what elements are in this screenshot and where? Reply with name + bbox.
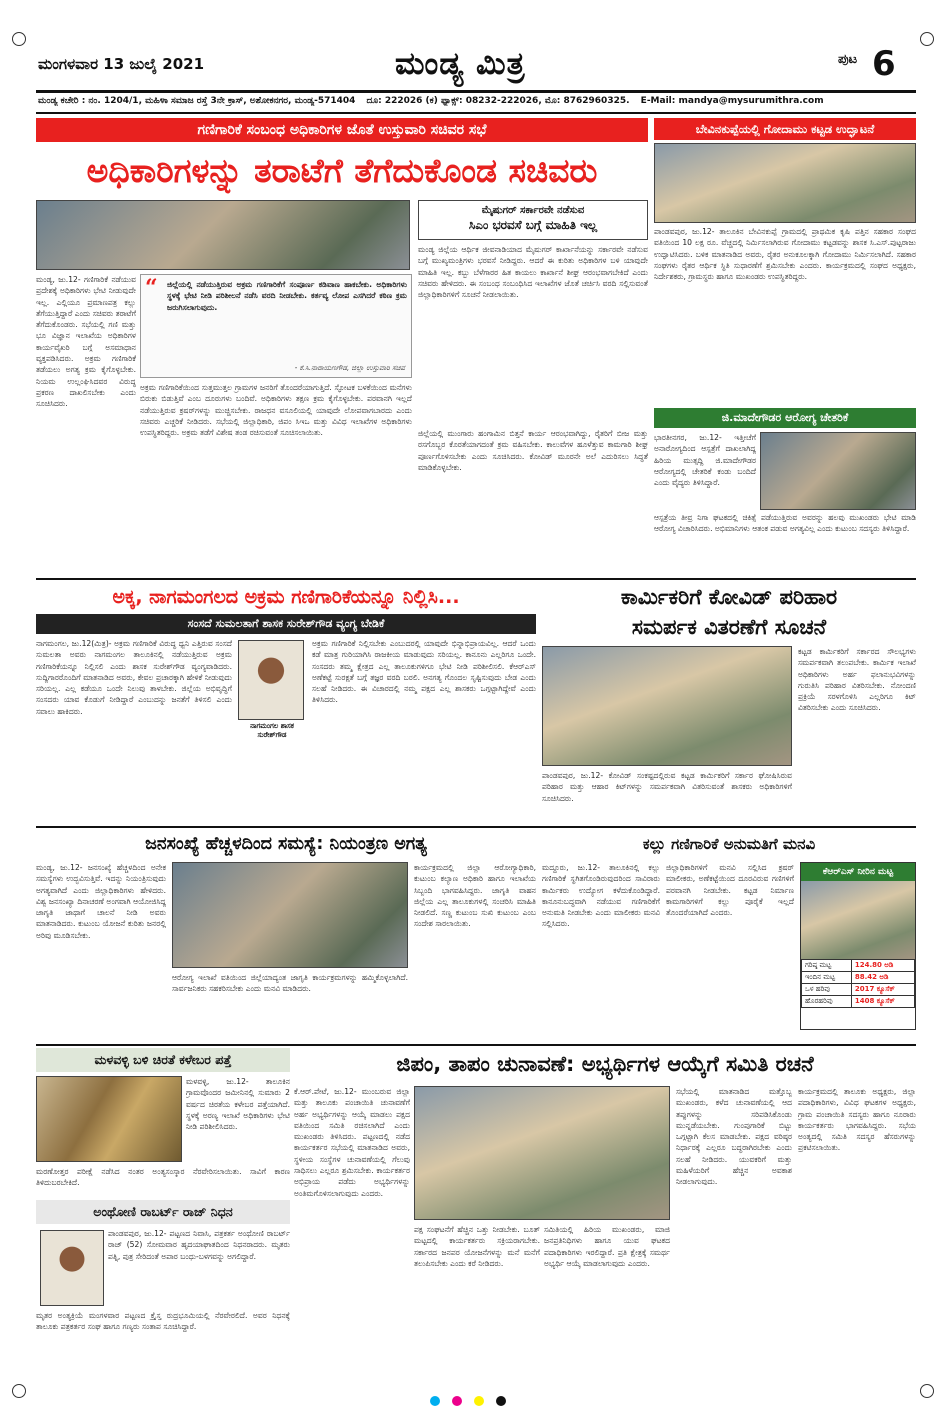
leopard-body-col1: ಮಳವಳ್ಳಿ, ಜು.12- ತಾಲೂಕಿನ ಗ್ರಾಮವೊಂದರ ಜಮೀನಿನಲ್ಲಿ ಸುಮಾರು 2 ವರ್ಷದ ಚಿರತೆಯ ಕಳೇಬರ ಪತ್ತೆಯಾಗಿದೆ. ಸ್ಥಳಕ್ಕೆ ಅರಣ್ಯ ಇಲಾಖೆ ಅಧಿಕಾರಿಗಳು ಭೇಟಿ ನೀಡಿ ಪರಿಶೀಲಿಸಿದರು.	[186, 1077, 290, 1132]
stat-label: ಒಳ ಹರಿವು	[802, 984, 852, 996]
magenta-swatch	[452, 1396, 462, 1406]
awareness-rally-photo	[172, 862, 408, 968]
workers-body-col2: ಕಟ್ಟಡ ಕಾರ್ಮಿಕರಿಗೆ ಸರ್ಕಾರದ ಸೌಲಭ್ಯಗಳು ಸಮರ್ಪಕವಾಗಿ ತಲುಪಬೇಕು. ಕಾರ್ಮಿಕ ಇಲಾಖೆ ಅಧಿಕಾರಿಗಳು ಅರ್ಹ ಫಲಾನುಭವಿಗಳನ್ನು ಗುರುತಿಸಿ ಪರಿಹಾರ ವಿತರಿಸಬೇಕು. ನೋಂದಣಿ ಪ್ರಕ್ರಿಯೆ ಸರಳಗೊಳಿಸಿ ಎಲ್ಲರಿಗೂ ಕಿಟ್ ವಿತರಿಸಬೇಕು ಎಂದು ಸೂಚಿಸಿದರು.	[798, 647, 916, 713]
krs-water-level-box	[800, 862, 916, 1030]
leopard-headline: ಮಳವಳ್ಳಿ ಬಳಿ ಚಿರತೆ ಕಳೇಬರ ಪತ್ತೆ	[36, 1048, 290, 1072]
lead-body-col2: ಅಕ್ರಮ ಗಣಿಗಾರಿಕೆಯಿಂದ ಸುತ್ತಮುತ್ತಲ ಗ್ರಾಮಗಳ ಜನರಿಗೆ ತೊಂದರೆಯಾಗುತ್ತಿದೆ. ಸ್ಫೋಟಕ ಬಳಕೆಯಿಂದ ಮನೆಗಳು ಬಿರುಕು ಬಿಡುತ್ತಿವೆ ಎಂಬ ದೂರುಗಳು ಬಂದಿವೆ. ಅಧಿಕಾರಿಗಳು ತಕ್ಷಣ ಕ್ರಮ ಕೈಗೊಳ್ಳಬೇಕು. ಪರವಾನಗಿ ಇಲ್ಲದೆ ನಡೆಯುತ್ತಿರುವ ಕ್ರಷರ್‌ಗಳನ್ನು ಮುಚ್ಚಿಸಬೇಕು. ರಾಜಧನ ವಸೂಲಿಯಲ್ಲಿ ಯಾವುದೇ ಲೋಪವಾಗಬಾರದು ಎಂದು ಸಚಿವರು ಎಚ್ಚರಿಕೆ ನೀಡಿದರು. ಸಭೆಯಲ್ಲಿ ಜಿಲ್ಲಾಧಿಕಾರಿ, ಜಿಪಂ ಸಿಇಒ ಮತ್ತು ವಿವಿಧ ಇಲಾಖೆಗಳ ಅಧಿಕಾರಿಗಳು ಉಪಸ್ಥಿತರಿದ್ದರು. ಅಕ್ರಮ ತಡೆಗೆ ವಿಶೇಷ ತಂಡ ರಚಿಸುವಂತೆ ಸೂಚಿಸಲಾಯಿತು.	[140, 383, 412, 438]
newspaper-logo: ಮಂಡ್ಯ ಮಿತ್ರ	[395, 46, 526, 82]
stat-row	[802, 960, 915, 972]
registration-mark	[920, 1384, 934, 1398]
black-swatch	[496, 1396, 506, 1406]
leopard-photo	[36, 1076, 182, 1162]
election-body-col4: ಸಭೆಯಲ್ಲಿ ಮಾತನಾಡಿದ ಮತ್ತೊಬ್ಬ ಮುಖಂಡರು, ಕಳೆದ ಚುನಾವಣೆಯಲ್ಲಿ ಆದ ತಪ್ಪುಗಳನ್ನು ಸರಿಪಡಿಸಿಕೊಂಡು ಮುನ್ನಡೆಯಬೇಕು. ಗುಂಪುಗಾರಿಕೆ ಬಿಟ್ಟು ಒಗ್ಗಟ್ಟಾಗಿ ಕೆಲಸ ಮಾಡಬೇಕು. ಪಕ್ಷದ ವರಿಷ್ಠರ ನಿರ್ಧಾರಕ್ಕೆ ಎಲ್ಲರೂ ಬದ್ಧರಾಗಿರಬೇಕು ಎಂದು ಸಲಹೆ ನೀಡಿದರು. ಯುವಕರಿಗೆ ಮತ್ತು ಮಹಿಳೆಯರಿಗೆ ಹೆಚ್ಚಿನ ಅವಕಾಶ ನೀಡಲಾಗುವುದು.	[676, 1087, 792, 1187]
stat-label: ಗರಿಷ್ಠ ಮಟ್ಟ	[802, 960, 852, 972]
page-label: ಪುಟ	[838, 52, 858, 67]
registration-mark	[12, 1384, 26, 1398]
obituary-portrait	[40, 1230, 104, 1306]
workers-body-col1: ಪಾಂಡವಪುರ, ಜು.12- ಕೋವಿಡ್ ಸಂಕಷ್ಟದಲ್ಲಿರುವ ಕಟ್ಟಡ ಕಾರ್ಮಿಕರಿಗೆ ಸರ್ಕಾರ ಘೋಷಿಸಿರುವ ಪರಿಹಾರ ಮತ್ತು ಆಹಾರ ಕಿಟ್‌ಗಳನ್ನು ಸಮರ್ಪಕವಾಗಿ ವಿತರಿಸುವಂತೆ ಶಾಸಕರು ಅಧಿಕಾರಿಗಳಿಗೆ ಸೂಚಿಸಿದರು.	[542, 771, 792, 803]
stat-row	[802, 984, 915, 996]
health-body: ಭಾರತೀನಗರ, ಜು.12- ಇತ್ತೀಚೆಗೆ ಅನಾರೋಗ್ಯದಿಂದ ಆಸ್ಪತ್ರೆಗೆ ದಾಖಲಾಗಿದ್ದ ಹಿರಿಯ ಮುತ್ಸದ್ದಿ ಜಿ.ಮಾದೇಗೌಡರ ಆರೋಗ್ಯದಲ್ಲಿ ಚೇತರಿಕೆ ಕಂಡು ಬಂದಿದೆ ಎಂದು ವೈದ್ಯರು ತಿಳಿಸಿದ್ದಾರೆ.	[654, 433, 756, 488]
krs-stats-table	[801, 959, 915, 1008]
office-phone: ದೂ: 222026 (ಕ) ಫ್ಯಾಕ್ಸ್: 08232-222026, ಮೊ: 8762960325.	[366, 96, 630, 106]
sub-story-body-2: ಜಿಲ್ಲೆಯಲ್ಲಿ ಮುಂಗಾರು ಹಂಗಾಮಿನ ಬಿತ್ತನೆ ಕಾರ್ಯ ಆರಂಭವಾಗಿದ್ದು, ರೈತರಿಗೆ ಬೀಜ ಮತ್ತು ರಸಗೊಬ್ಬರ ಕೊರತೆಯಾಗದಂತೆ ಕ್ರಮ ವಹಿಸಬೇಕು. ಕಾಲುವೆಗಳ ಹೂಳೆತ್ತುವ ಕಾಮಗಾರಿ ಶೀಘ್ರ ಪೂರ್ಣಗೊಳಿಸಬೇಕು ಎಂದು ಸೂಚಿಸಿದರು. ಕೋವಿಡ್ ಮೂರನೇ ಅಲೆ ಎದುರಿಸಲು ಸಿದ್ಧತೆ ಮಾಡಿಕೊಳ್ಳಬೇಕು.	[418, 429, 648, 472]
mla-portrait	[238, 640, 304, 720]
workers-headline-1: ಕಾರ್ಮಿಕರಿಗೆ ಕೋವಿಡ್ ಪರಿಹಾರ	[620, 585, 838, 609]
section-rule-1	[36, 578, 916, 580]
stat-label: ಇಂದಿನ ಮಟ್ಟ	[802, 972, 852, 984]
mla-photo-caption: ನಾಗಮಂಗಲ ಶಾಸಕ ಸುರೇಶ್‌ಗೌಡ	[250, 722, 294, 739]
godown-body: ಪಾಂಡವಪುರ, ಜು.12- ತಾಲೂಕಿನ ಬೇವಿನಕುಪ್ಪೆ ಗ್ರಾಮದಲ್ಲಿ ಪ್ರಾಥಮಿಕ ಕೃಷಿ ಪತ್ತಿನ ಸಹಕಾರ ಸಂಘದ ವತಿಯಿಂದ 10 ಲಕ್ಷ ರೂ. ವೆಚ್ಚದಲ್ಲಿ ನಿರ್ಮಿಸಲಾಗಿರುವ ಗೋದಾಮು ಕಟ್ಟಡವನ್ನು ಶಾಸಕ ಸಿ.ಎಸ್.ಪುಟ್ಟರಾಜು ಉದ್ಘಾಟಿಸಿದರು. ಬಳಿಕ ಮಾತನಾಡಿದ ಅವರು, ರೈತರ ಅನುಕೂಲಕ್ಕಾಗಿ ಗೋದಾಮು ನಿರ್ಮಿಸಲಾಗಿದೆ. ಸಹಕಾರ ಸಂಘಗಳು ರೈತರ ಆರ್ಥಿಕ ಸ್ಥಿತಿ ಸುಧಾರಣೆಗೆ ಶ್ರಮಿಸಬೇಕು ಎಂದರು. ಕಾರ್ಯಕ್ರಮದಲ್ಲಿ ಸಂಘದ ಅಧ್ಯಕ್ಷರು, ನಿರ್ದೇಶಕರು, ಗ್ರಾಮಸ್ಥರು ಹಾಗೂ ಮುಖಂಡರು ಉಪಸ್ಥಿತರಿದ್ದರು.	[654, 227, 916, 282]
mining-headline: ಅಕ್ಕ, ನಾಗಮಂಗಲದ ಅಕ್ರಮ ಗಣಿಗಾರಿಕೆಯನ್ನೂ ನಿಲ್ಲಿಸಿ...	[112, 586, 460, 608]
stat-value: 88.42 ಅಡಿ	[851, 972, 914, 984]
godown-headline: ಬೇವಿನಕುಪ್ಪೆಯಲ್ಲಿ ಗೋದಾಮು ಕಟ್ಟಡ ಉದ್ಘಾಟನೆ	[654, 118, 916, 140]
election-body-col2: ಪಕ್ಷ ಸಂಘಟನೆಗೆ ಹೆಚ್ಚಿನ ಒತ್ತು ನೀಡಬೇಕು. ಬೂತ್ ಮಟ್ಟದಲ್ಲಿ ಕಾರ್ಯಕರ್ತರು ಸಕ್ರಿಯರಾಗಬೇಕು. ಸರ್ಕಾರದ ಜನಪರ ಯೋಜನೆಗಳನ್ನು ಮನೆ ಮನೆಗೆ ತಲುಪಿಸಬೇಕು ಎಂದು ಕರೆ ನೀಡಿದರು.	[414, 1225, 540, 1268]
election-body-col1: ಕೆ.ಆರ್.ಪೇಟೆ, ಜು.12- ಮುಂಬರುವ ಜಿಲ್ಲಾ ಮತ್ತು ತಾಲೂಕು ಪಂಚಾಯಿತಿ ಚುನಾವಣೆಗೆ ಅರ್ಹ ಅಭ್ಯರ್ಥಿಗಳನ್ನು ಆಯ್ಕೆ ಮಾಡಲು ಪಕ್ಷದ ವತಿಯಿಂದ ಸಮಿತಿ ರಚಿಸಲಾಗಿದೆ ಎಂದು ಮುಖಂಡರು ತಿಳಿಸಿದರು. ಪಟ್ಟಣದಲ್ಲಿ ನಡೆದ ಕಾರ್ಯಕರ್ತರ ಸಭೆಯಲ್ಲಿ ಮಾತನಾಡಿದ ಅವರು, ಸ್ಥಳೀಯ ಸಂಸ್ಥೆಗಳ ಚುನಾವಣೆಯಲ್ಲಿ ಗೆಲುವು ಸಾಧಿಸಲು ಎಲ್ಲರೂ ಶ್ರಮಿಸಬೇಕು. ಕಾರ್ಯಕರ್ತರ ಅಭಿಪ್ರಾಯ ಪಡೆದು ಅಭ್ಯರ್ಥಿಗಳನ್ನು ಅಂತಿಮಗೊಳಿಸಲಾಗುವುದು ಎಂದರು.	[294, 1087, 410, 1198]
mining-band: ಸಂಸದೆ ಸುಮಲತಾಗೆ ಶಾಸಕ ಸುರೇಶ್‌ಗೌಡ ವ್ಯಂಗ್ಯ ಬೇಡಿಕೆ	[36, 614, 536, 634]
lead-headline: ಅಧಿಕಾರಿಗಳನ್ನು ತರಾಟೆಗೆ ತೆಗೆದುಕೊಂಡ ಸಚಿವರು	[86, 151, 598, 190]
stat-row	[802, 996, 915, 1008]
minister-quote-box	[140, 274, 412, 378]
section-rule-2	[36, 826, 916, 828]
health-body-2: ಆಸ್ಪತ್ರೆಯ ತೀವ್ರ ನಿಗಾ ಘಟಕದಲ್ಲಿ ಚಿಕಿತ್ಸೆ ಪಡೆಯುತ್ತಿರುವ ಅವರನ್ನು ಹಲವು ಮುಖಂಡರು ಭೇಟಿ ಮಾಡಿ ಆರೋಗ್ಯ ವಿಚಾರಿಸಿದರು. ಅಭಿಮಾನಿಗಳು ಆತಂಕ ಪಡುವ ಅಗತ್ಯವಿಲ್ಲ ಎಂದು ಕುಟುಂಬ ಸದಸ್ಯರು ತಿಳಿಸಿದ್ದಾರೆ.	[654, 513, 916, 534]
sub-story-body: ಮಂಡ್ಯ ಜಿಲ್ಲೆಯ ಆರ್ಥಿಕ ಜೀವನಾಡಿಯಾದ ಮೈಷುಗರ್ ಕಾರ್ಖಾನೆಯನ್ನು ಸರ್ಕಾರವೇ ನಡೆಸುವ ಬಗ್ಗೆ ಮುಖ್ಯಮಂತ್ರಿಗಳು ಭರವಸೆ ನೀಡಿದ್ದರು. ಆದರೆ ಈ ಕುರಿತು ಅಧಿಕಾರಿಗಳ ಬಳಿ ಯಾವುದೇ ಮಾಹಿತಿ ಇಲ್ಲ. ಕಬ್ಬು ಬೆಳೆಗಾರರ ಹಿತ ಕಾಯಲು ಕಾರ್ಖಾನೆ ಶೀಘ್ರ ಆರಂಭವಾಗಬೇಕಿದೆ ಎಂದು ಸಚಿವರು ಹೇಳಿದರು. ಈ ಸಂಬಂಧ ಸಂಬಂಧಿಸಿದ ಇಲಾಖೆಗಳ ಜೊತೆ ಚರ್ಚಿಸಿ ವರದಿ ಸಲ್ಲಿಸುವಂತೆ ಜಿಲ್ಲಾಧಿಕಾರಿಗಳಿಗೆ ಸೂಚನೆ ನೀಡಲಾಯಿತು.	[418, 245, 648, 300]
registration-mark	[12, 32, 26, 46]
election-meeting-photo	[414, 1086, 670, 1220]
masthead-rule	[36, 90, 916, 93]
stat-value: 1408 ಕ್ಯೂಸೆಕ್	[851, 996, 914, 1008]
section-rule-3	[36, 1044, 916, 1046]
election-headline: ಜಿಪಂ, ತಾಪಂ ಚುನಾವಣೆ: ಅಭ್ಯರ್ಥಿಗಳ ಆಯ್ಕೆಗೆ ಸಮಿತಿ ರಚನೆ	[396, 1052, 814, 1076]
sub-kicker: ಮೈಷುಗರ್ ಸರ್ಕಾರವೇ ನಡೆಸುವ	[481, 205, 585, 216]
page-number: 6	[872, 44, 896, 84]
workers-headline-2: ಸಮರ್ಪಕ ವಿತರಣೆಗೆ ಸೂಚನೆ	[631, 615, 827, 639]
sub-headline: ಸಿಎಂ ಭರವಸೆ ಬಗ್ಗೆ ಮಾಹಿತಿ ಇಲ್ಲ	[468, 218, 598, 232]
hospital-photo	[760, 432, 916, 510]
krs-box-title: ಕೆಆರ್‌ಎಸ್ ನೀರಿನ ಮಟ್ಟ	[801, 863, 915, 881]
office-email: E-Mail: mandya@mysurumithra.com	[640, 96, 824, 106]
obituary-headline: ಅಂಥೋಣಿ ರಾಬರ್ಟ್ ರಾಜ್ ನಿಧನ	[36, 1200, 290, 1224]
address-line	[38, 96, 918, 106]
color-bar	[430, 1396, 520, 1408]
quote-byline: - ಕೆ.ಸಿ.ನಾರಾಯಣಗೌಡ, ಜಿಲ್ಲಾ ಉಸ್ತುವಾರಿ ಸಚಿವ	[294, 364, 405, 372]
population-headline: ಜನಸಂಖ್ಯೆ ಹೆಚ್ಚಳದಿಂದ ಸಮಸ್ಯೆ: ನಿಯಂತ್ರಣ ಅಗತ್ಯ	[145, 834, 427, 854]
krs-body-col2: ಜಿಲ್ಲಾಧಿಕಾರಿಗಳಿಗೆ ಮನವಿ ಸಲ್ಲಿಸಿದ ಕ್ರಷರ್ ಮಾಲೀಕರು, ಅಣೆಕಟ್ಟೆಯಿಂದ ದೂರವಿರುವ ಗಣಿಗಳಿಗೆ ಪರವಾನಗಿ ನೀಡಬೇಕು. ಕಟ್ಟಡ ನಿರ್ಮಾಣ ಕಾಮಗಾರಿಗಳಿಗೆ ಕಲ್ಲು ಪೂರೈಕೆ ಇಲ್ಲದೆ ತೊಂದರೆಯಾಗಿದೆ ಎಂದರು.	[666, 863, 794, 918]
krs-dam-photo	[801, 881, 915, 959]
health-headline: ಜಿ.ಮಾದೇಗೌಡರ ಆರೋಗ್ಯ ಚೇತರಿಕೆ	[654, 408, 916, 428]
registration-mark	[920, 32, 934, 46]
quote-mark-icon: “	[145, 275, 158, 301]
office-address: ಮಂಡ್ಯ ಕಚೇರಿ : ನಂ. 1204/1, ಮಹಿಳಾ ಸಮಾಜ ರಸ್ತೆ 3ನೇ ಕ್ರಾಸ್, ಅಶೋಕನಗರ, ಮಂಡ್ಯ-571404	[38, 96, 356, 106]
krs-headline: ಕಲ್ಲು ಗಣಿಗಾರಿಕೆ ಅನುಮತಿಗೆ ಮನವಿ	[642, 835, 816, 853]
quote-text: ಜಿಲ್ಲೆಯಲ್ಲಿ ನಡೆಯುತ್ತಿರುವ ಅಕ್ರಮ ಗಣಿಗಾರಿಕೆಗೆ ಸಂಪೂರ್ಣ ಕಡಿವಾಣ ಹಾಕಬೇಕು. ಅಧಿಕಾರಿಗಳು ಸ್ಥಳಕ್ಕೆ ಭೇಟಿ ನೀಡಿ ಪರಿಶೀಲನೆ ನಡೆಸಿ ವರದಿ ನೀಡಬೇಕು. ಕರ್ತವ್ಯ ಲೋಪ ಎಸಗಿದರೆ ಕಠಿಣ ಕ್ರಮ ಜರುಗಿಸಲಾಗುವುದು.	[167, 280, 407, 312]
stat-value: 124.80 ಅಡಿ	[851, 960, 914, 972]
workers-meeting-photo	[542, 646, 792, 766]
cyan-swatch	[430, 1396, 440, 1406]
stat-value: 2017 ಕ್ಯೂಸೆಕ್	[851, 984, 914, 996]
obituary-body-col1: ಪಾಂಡವಪುರ, ಜು.12- ಪಟ್ಟಣದ ನಿವಾಸಿ, ಪತ್ರಕರ್ತ ಅಂಥೋಣಿ ರಾಬರ್ಟ್ ರಾಜ್ (52) ಸೋಮವಾರ ಹೃದಯಾಘಾತದಿಂದ ನಿಧನರಾದರು. ಮೃತರು ಪತ್ನಿ, ಪುತ್ರ ಸೇರಿದಂತೆ ಅಪಾರ ಬಂಧು-ಬಳಗವನ್ನು ಅಗಲಿದ್ದಾರೆ.	[108, 1229, 290, 1261]
mining-body-col2: ಅಕ್ರಮ ಗಣಿಗಾರಿಕೆ ನಿಲ್ಲಿಸಬೇಕು ಎಂಬುದರಲ್ಲಿ ಯಾವುದೇ ಭಿನ್ನಾಭಿಪ್ರಾಯವಿಲ್ಲ. ಆದರೆ ಒಂದು ಕಡೆ ಮಾತ್ರ ಗುರಿಯಾಗಿಸಿ ರಾಜಕೀಯ ಮಾಡುವುದು ಸರಿಯಲ್ಲ. ಕಾನೂನು ಎಲ್ಲರಿಗೂ ಒಂದೇ. ಸಂಸದರು ತಮ್ಮ ಕ್ಷೇತ್ರದ ಎಲ್ಲ ತಾಲೂಕುಗಳಿಗೂ ಭೇಟಿ ನೀಡಿ ಪರಿಶೀಲಿಸಲಿ. ಕೆಆರ್‌ಎಸ್ ಅಣೆಕಟ್ಟೆ ಸುರಕ್ಷತೆ ಬಗ್ಗೆ ತಜ್ಞರ ವರದಿ ಬರಲಿ. ಅನಗತ್ಯ ಗೊಂದಲ ಸೃಷ್ಟಿಸುವುದು ಬೇಡ ಎಂದು ಸಲಹೆ ನೀಡಿದರು. ಈ ವಿಚಾರದಲ್ಲಿ ನಮ್ಮ ಪಕ್ಷದ ಎಲ್ಲ ಶಾಸಕರು ಒಗ್ಗಟ್ಟಾಗಿದ್ದೇವೆ ಎಂದು ತಿಳಿಸಿದರು.	[312, 639, 536, 705]
population-body-col3: ಕಾರ್ಯಕ್ರಮದಲ್ಲಿ ಜಿಲ್ಲಾ ಆರೋಗ್ಯಾಧಿಕಾರಿ, ಕುಟುಂಬ ಕಲ್ಯಾಣ ಅಧಿಕಾರಿ ಹಾಗೂ ಇಲಾಖೆಯ ಸಿಬ್ಬಂದಿ ಭಾಗವಹಿಸಿದ್ದರು. ಜಾಗೃತಿ ವಾಹನ ಜಿಲ್ಲೆಯ ಎಲ್ಲ ತಾಲೂಕುಗಳಲ್ಲಿ ಸಂಚರಿಸಿ ಮಾಹಿತಿ ನೀಡಲಿದೆ. ಸಣ್ಣ ಕುಟುಂಬ ಸುಖಿ ಕುಟುಂಬ ಎಂಬ ಸಂದೇಶ ಸಾರಲಾಯಿತು.	[414, 863, 536, 929]
obituary-body-col2: ಮೃತರ ಅಂತ್ಯಕ್ರಿಯೆ ಮಂಗಳವಾರ ಪಟ್ಟಣದ ಕ್ರೈಸ್ತ ರುದ್ರಭೂಮಿಯಲ್ಲಿ ನೆರವೇರಲಿದೆ. ಅವರ ನಿಧನಕ್ಕೆ ತಾಲೂಕು ಪತ್ರಕರ್ತರ ಸಂಘ ಹಾಗೂ ಗಣ್ಯರು ಸಂತಾಪ ಸೂಚಿಸಿದ್ದಾರೆ.	[36, 1311, 290, 1332]
address-rule	[36, 112, 916, 114]
meeting-photo	[36, 200, 410, 270]
yellow-swatch	[474, 1396, 484, 1406]
lead-body-col1: ಮಂಡ್ಯ, ಜು.12- ಗಣಿಗಾರಿಕೆ ನಡೆಯುವ ಪ್ರದೇಶಕ್ಕೆ ಅಧಿಕಾರಿಗಳು ಭೇಟಿ ನೀಡುವುದೇ ಇಲ್ಲ. ಎಲ್ಲಿಯೂ ಪ್ರಮಾಣಪತ್ರ ಕಲ್ಲು ತೆಗೆಯುತ್ತಿದ್ದಾರೆ ಎಂದು ಸಚಿವರು ತರಾಟೆಗೆ ತೆಗೆದುಕೊಂಡರು. ಸಭೆಯಲ್ಲಿ ಗಣಿ ಮತ್ತು ಭೂ ವಿಜ್ಞಾನ ಇಲಾಖೆಯ ಅಧಿಕಾರಿಗಳ ಕಾರ್ಯವೈಖರಿ ಬಗ್ಗೆ ಅಸಮಾಧಾನ ವ್ಯಕ್ತಪಡಿಸಿದರು. ಅಕ್ರಮ ಗಣಿಗಾರಿಕೆ ತಡೆಯಲು ಅಗತ್ಯ ಕ್ರಮ ಕೈಗೊಳ್ಳಬೇಕು. ನಿಯಮ ಉಲ್ಲಂಘಿಸಿದವರ ವಿರುದ್ಧ ಪ್ರಕರಣ ದಾಖಲಿಸಬೇಕು ಎಂದು ಸೂಚಿಸಿದರು.	[36, 275, 136, 409]
population-body-col2: ಆರೋಗ್ಯ ಇಲಾಖೆ ವತಿಯಿಂದ ಜಿಲ್ಲೆಯಾದ್ಯಂತ ಜಾಗೃತಿ ಕಾರ್ಯಕ್ರಮಗಳನ್ನು ಹಮ್ಮಿಕೊಳ್ಳಲಾಗಿದೆ. ಸಾರ್ವಜನಿಕರು ಸಹಕರಿಸಬೇಕು ಎಂದು ಮನವಿ ಮಾಡಿದರು.	[172, 973, 408, 994]
stat-row	[802, 972, 915, 984]
election-body-col3: ಸಮಿತಿಯಲ್ಲಿ ಹಿರಿಯ ಮುಖಂಡರು, ಮಾಜಿ ಜನಪ್ರತಿನಿಧಿಗಳು ಹಾಗೂ ಯುವ ಘಟಕದ ಪದಾಧಿಕಾರಿಗಳು ಇರಲಿದ್ದಾರೆ. ಪ್ರತಿ ಕ್ಷೇತ್ರಕ್ಕೆ ಸಮರ್ಥ ಅಭ್ಯರ್ಥಿ ಆಯ್ಕೆ ಮಾಡಲಾಗುವುದು ಎಂದರು.	[544, 1225, 670, 1268]
leopard-body-col2: ಮರಣೋತ್ತರ ಪರೀಕ್ಷೆ ನಡೆಸಿದ ನಂತರ ಅಂತ್ಯಸಂಸ್ಕಾರ ನೆರವೇರಿಸಲಾಯಿತು. ಸಾವಿಗೆ ಕಾರಣ ತಿಳಿದುಬರಬೇಕಿದೆ.	[36, 1167, 290, 1188]
mining-body-col1: ನಾಗಮಂಗಲ, ಜು.12(ಮಿತ್ರ)- ಅಕ್ರಮ ಗಣಿಗಾರಿಕೆ ವಿರುದ್ಧ ಧ್ವನಿ ಎತ್ತಿರುವ ಸಂಸದೆ ಸುಮಲತಾ ಅವರು ನಾಗಮಂಗಲ ತಾಲೂಕಿನಲ್ಲಿ ನಡೆಯುತ್ತಿರುವ ಅಕ್ರಮ ಗಣಿಗಾರಿಕೆಯನ್ನೂ ನಿಲ್ಲಿಸಲಿ ಎಂದು ಶಾಸಕ ಸುರೇಶ್‌ಗೌಡ ವ್ಯಂಗ್ಯವಾಡಿದರು. ಸುದ್ದಿಗಾರರೊಂದಿಗೆ ಮಾತನಾಡಿದ ಅವರು, ಕೇವಲ ಪ್ರಚಾರಕ್ಕಾಗಿ ಹೇಳಿಕೆ ನೀಡುವುದು ಸರಿಯಲ್ಲ. ಎಲ್ಲ ಕಡೆಯೂ ಒಂದೇ ನಿಲುವು ತಾಳಬೇಕು. ಜಿಲ್ಲೆಯ ಅಭಿವೃದ್ಧಿಗೆ ಸಂಸದರು ಯಾವ ಕೊಡುಗೆ ನೀಡಿದ್ದಾರೆ ಎಂಬುದನ್ನು ಜನತೆಗೆ ತಿಳಿಸಲಿ ಎಂದು ಸವಾಲು ಹಾಕಿದರು.	[36, 639, 232, 716]
sub-story-box	[418, 200, 648, 240]
godown-inauguration-photo	[654, 143, 916, 223]
krs-body-col1: ಮದ್ದೂರು, ಜು.12- ತಾಲೂಕಿನಲ್ಲಿ ಕಲ್ಲು ಗಣಿಗಾರಿಕೆ ಸ್ಥಗಿತಗೊಂಡಿರುವುದರಿಂದ ಸಾವಿರಾರು ಕಾರ್ಮಿಕರು ಉದ್ಯೋಗ ಕಳೆದುಕೊಂಡಿದ್ದಾರೆ. ಕಾನೂನುಬದ್ಧವಾಗಿ ನಡೆಯುವ ಗಣಿಗಾರಿಕೆಗೆ ಅನುಮತಿ ನೀಡಬೇಕು ಎಂದು ಮಾಲೀಕರು ಮನವಿ ಸಲ್ಲಿಸಿದರು.	[542, 863, 660, 929]
election-body-col5: ಕಾರ್ಯಕ್ರಮದಲ್ಲಿ ತಾಲೂಕು ಅಧ್ಯಕ್ಷರು, ಜಿಲ್ಲಾ ಪದಾಧಿಕಾರಿಗಳು, ವಿವಿಧ ಘಟಕಗಳ ಅಧ್ಯಕ್ಷರು, ಗ್ರಾಮ ಪಂಚಾಯಿತಿ ಸದಸ್ಯರು ಹಾಗೂ ನೂರಾರು ಕಾರ್ಯಕರ್ತರು ಭಾಗವಹಿಸಿದ್ದರು. ಸಭೆಯ ಅಂತ್ಯದಲ್ಲಿ ಸಮಿತಿ ಸದಸ್ಯರ ಹೆಸರುಗಳನ್ನು ಪ್ರಕಟಿಸಲಾಯಿತು.	[798, 1087, 916, 1153]
lead-kicker: ಗಣಿಗಾರಿಕೆ ಸಂಬಂಧ ಅಧಿಕಾರಿಗಳ ಜೊತೆ ಉಸ್ತುವಾರಿ ಸಚಿವರ ಸಭೆ	[36, 118, 648, 142]
population-body-col1: ಮಂಡ್ಯ, ಜು.12- ಜನಸಂಖ್ಯೆ ಹೆಚ್ಚಳದಿಂದ ಅನೇಕ ಸಮಸ್ಯೆಗಳು ಉದ್ಭವಿಸುತ್ತಿವೆ. ಇದನ್ನು ನಿಯಂತ್ರಿಸುವುದು ಅಗತ್ಯವಾಗಿದೆ ಎಂದು ಜಿಲ್ಲಾಧಿಕಾರಿಗಳು ಹೇಳಿದರು. ವಿಶ್ವ ಜನಸಂಖ್ಯಾ ದಿನಾಚರಣೆ ಅಂಗವಾಗಿ ಆಯೋಜಿಸಿದ್ದ ಜಾಗೃತಿ ಜಾಥಾಗೆ ಚಾಲನೆ ನೀಡಿ ಅವರು ಮಾತನಾಡಿದರು. ಕುಟುಂಬ ಯೋಜನೆ ಕುರಿತು ಜನರಲ್ಲಿ ಅರಿವು ಮೂಡಿಸಬೇಕು.	[36, 863, 166, 940]
issue-date: ಮಂಗಳವಾರ 13 ಜುಲೈ 2021	[38, 55, 205, 73]
stat-label: ಹೊರಹರಿವು	[802, 996, 852, 1008]
